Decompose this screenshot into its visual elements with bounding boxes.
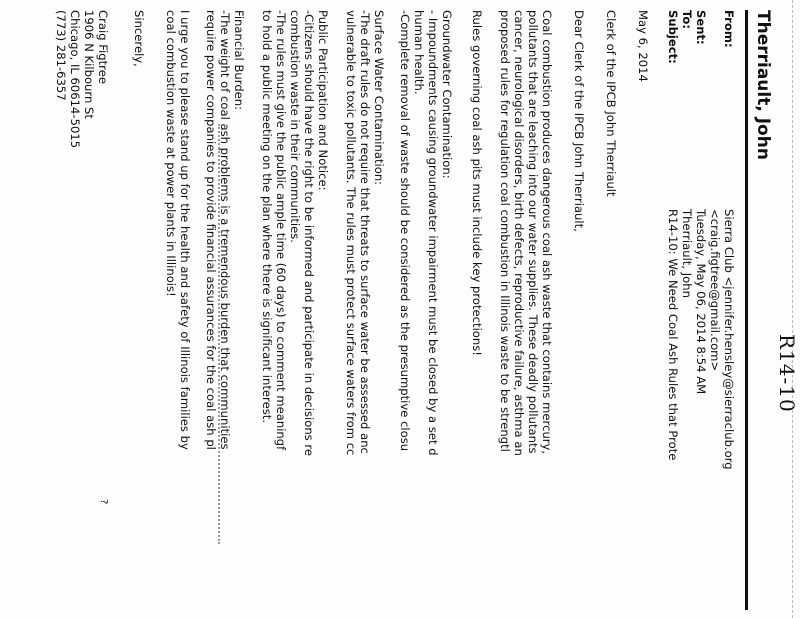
intro-line: Coal combustion produces dangerous coal ash waste that contains mercury,: [540, 10, 554, 455]
from-value: Sierra Club <jennifer.hensley@sierraclub.org: [722, 209, 736, 470]
signature-name: Craig Figtree: [96, 10, 110, 84]
closing-plea-line: I urge you to please stand up for the health and safety of Illinois families by: [178, 10, 192, 450]
financial-line: -The weight of coal ash problems is a tremendous burden that communities: [218, 10, 232, 450]
groundwater-line: - Impoundments causing groundwater impairment must be closed by a set d: [426, 10, 440, 456]
groundwater-line: -Complete removal of waste should be considered as the presumptive closu: [398, 10, 412, 452]
sender-name: Therriault, John: [753, 10, 773, 160]
page-mark: ?: [98, 499, 109, 505]
to-label: To:: [680, 10, 694, 29]
letter-date: May 6, 2014: [636, 10, 650, 82]
groundwater-heading: Groundwater Contamination:: [440, 10, 454, 179]
from-label: From:: [722, 10, 736, 48]
signoff: Sincerely,: [132, 10, 146, 67]
scan-artifact-dots: [216, 124, 220, 544]
signature-city: Chicago, IL 60614-5015: [68, 10, 82, 149]
signature-phone: (773) 281-6357: [54, 10, 68, 101]
sent-value: Tuesday, May 06, 2014 8:54 AM: [694, 209, 708, 395]
financial-line: require power companies to provide financial assurances for the coal ash pl: [204, 10, 218, 450]
participation-line: combustion waste in their communities.: [288, 10, 302, 243]
from-value-email: <craig.figtree@gmail.com>: [708, 209, 722, 372]
subject-label: Subject:: [666, 10, 680, 64]
sent-label: Sent:: [694, 10, 708, 45]
surface-water-line: -The draft rules do not require that threats to surface water be assessed anc: [358, 10, 372, 454]
docket-label: R14-10: [775, 334, 799, 413]
surface-water-heading: Surface Water Contamination:: [372, 10, 386, 186]
groundwater-line: human health.: [412, 10, 426, 95]
intro-line: pollutants that are leaching into our water supplies. These deadly pollutants: [526, 10, 540, 454]
participation-line: -The rules must give the public ample time (60 days) to comment meaningf: [274, 10, 288, 451]
financial-heading: Financial Burden:: [232, 10, 246, 111]
recipient-line: Clerk of the IPCB John Therriault: [604, 10, 618, 197]
intro-line: proposed rules for regulation coal combustion in Illinois waste to be strengtl: [498, 10, 512, 452]
participation-line: to hold a public meeting on the plan where there is significant interest.: [260, 10, 274, 423]
header-divider: [745, 10, 748, 610]
participation-line: -Citizens should have the right to be informed and participate in decisions re: [302, 10, 316, 457]
salutation: Dear Clerk of the IPCB John Therriault,: [572, 10, 586, 232]
signature-street: 1906 N Kilbourn St: [82, 10, 96, 119]
to-value: Therriault, John: [680, 209, 694, 298]
closing-plea-line: coal combustion waste at power plants in Illinois!: [164, 10, 178, 297]
rotated-letter-sheet: [10, 4, 800, 614]
subject-value: R14-10: We Need Coal Ash Rules that Prote: [666, 209, 680, 461]
intro-line: cancer, neurological disorders, birth defects, reproductive failure, asthma an: [512, 10, 526, 456]
surface-water-line: vulnerable to toxic pollutants. The rules must protect surface waters from cc: [344, 10, 358, 456]
rules-intro: Rules governing coal ash pits must include key protections!: [470, 10, 484, 356]
participation-heading: Public Participation and Notice:: [316, 10, 330, 191]
